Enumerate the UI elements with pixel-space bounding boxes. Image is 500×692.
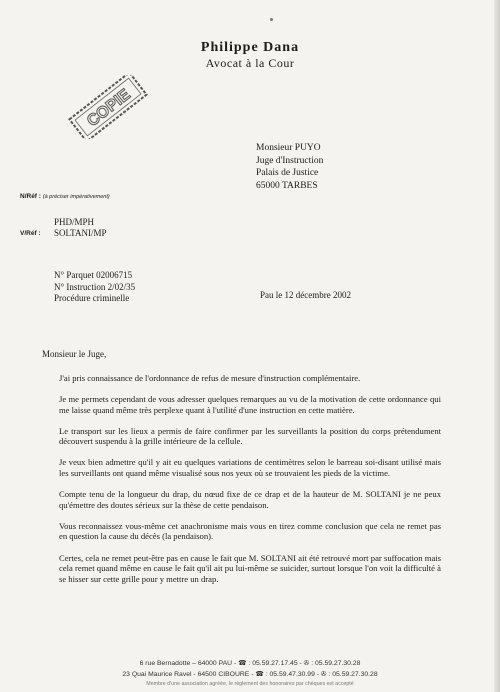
body-paragraph: Le transport sur les lieux a permis de faire confirmer par les surveillants la position du corps prétendument découvert suspendu à la grille intérieure de la cellule. xyxy=(59,425,441,447)
recipient-line: 65000 TARBES xyxy=(256,180,318,191)
lawyer-title: Avocat à la Cour xyxy=(205,56,295,70)
body-paragraph: Certes, cela ne remet peut-être pas en cause le fait que M. SOLTANI ait été retrouvé mort par suffocation mais cela remet quand même en cause le fait qu'il ait pu lui-même se suicider, surtout lorsque l'on voit la difficulté à se hisser sur cette grille pour y mettre un drap. xyxy=(59,552,441,584)
footer-ciboure-address: 23 Quai Maurice Ravel - 64500 CIBOURE - ☎ : 05.59.47.30.99 - ✇ : 05.59.27.30.28 xyxy=(122,671,378,678)
our-ref-value: PHD/MPH xyxy=(54,217,95,227)
stamp-text: COPIE xyxy=(84,86,134,131)
recipient-address xyxy=(256,142,323,192)
body-paragraph: Je me permets cependant de vous adresser quelques remarques au vu de la motivation de cette ordonnance qui me laisse quand même très perplexe quant à l'utilité d'une instruction en cette matière. xyxy=(59,394,441,415)
your-ref-label: V/Réf : xyxy=(20,230,41,237)
your-ref-value: SOLTANI/MP xyxy=(54,228,107,238)
letterhead xyxy=(150,40,350,71)
body-paragraph: Compte tenu de la longueur du drap, du nœud fixe de ce drap et de la hauteur de M. SOLTANI je ne peux qu'émettre des doutes sérieux sur la thèse de cette pendaison. xyxy=(59,489,441,510)
our-ref-hint: (à préciser impérativement) xyxy=(42,194,110,200)
recipient-line: Juge d'Instruction xyxy=(256,155,324,166)
copie-stamp xyxy=(62,75,154,139)
instruction-number: N° Instruction 2/02/35 xyxy=(54,281,136,292)
body-paragraph: Je veux bien admettre qu'il y ait eu quelques variations de centimètres selon le barreau soi-disant utilisé mais les surveillants ont quand même visualisé sous nos yeux où se trouvaient les pieds de la victime. xyxy=(59,457,441,479)
recipient-line: Palais de Justice xyxy=(256,168,319,178)
body-paragraph: Vous reconnaissez vous-même cet anachronisme mais vous en tirez comme conclusion que cela ne remet pas en question la cause du décès (la pendaison). xyxy=(59,520,441,542)
parquet-number: N° Parquet 02006715 xyxy=(54,270,133,280)
letter-body xyxy=(59,373,441,595)
our-reference xyxy=(20,193,110,200)
page-edge-shadow xyxy=(494,0,500,692)
recipient-line: Monsieur PUYO xyxy=(256,143,321,153)
procedure-type: Procédure criminelle xyxy=(54,293,130,303)
letter-footer xyxy=(60,658,440,689)
footer-pau-address: 6 rue Bernadotte – 64000 PAU - ☎ : 05.59.27.17.45 - ✇ : 05.59.27.30.28 xyxy=(139,660,361,667)
lawyer-name: Philippe Dana xyxy=(200,40,300,55)
footer-membership-note: Membre d'une association agréée, le règlement des honoraires par chèques est accepté xyxy=(146,681,354,687)
our-ref-label: N/Réf : xyxy=(20,193,41,200)
case-numbers xyxy=(54,270,135,305)
body-paragraph: J'ai pris connaissance de l'ordonnance de refus de mesure d'instruction complémentaire. xyxy=(59,373,361,383)
reference-values xyxy=(54,217,106,239)
punch-dot xyxy=(270,18,273,21)
place-date: Pau le 12 décembre 2002 xyxy=(260,290,351,300)
salutation: Monsieur le Juge, xyxy=(42,349,107,359)
